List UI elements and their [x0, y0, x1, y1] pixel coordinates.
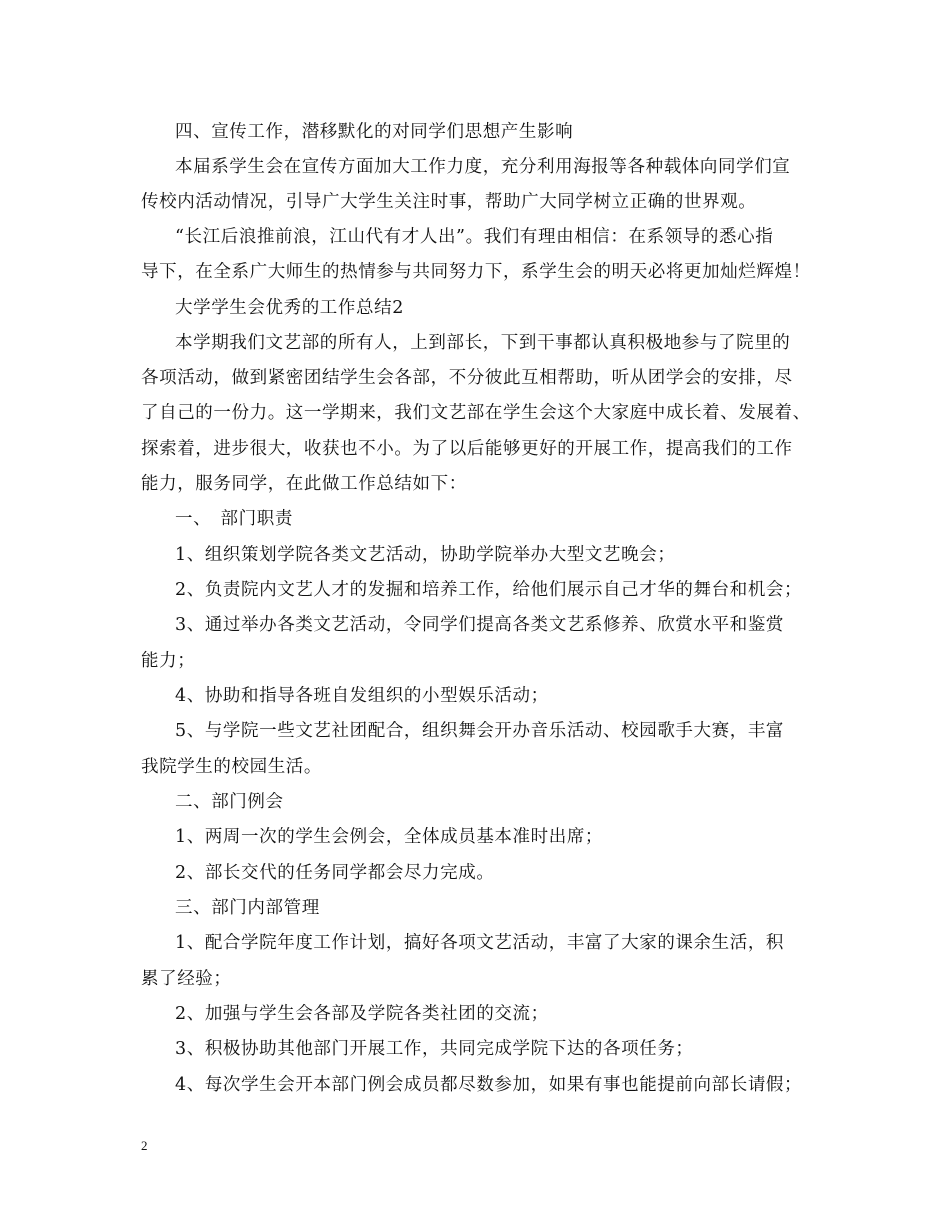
list-item: 1、配合学院年度工作计划，搞好各项文艺活动，丰富了大家的课余生活，积: [175, 933, 785, 953]
section-heading-duties: 一、 部门职责: [175, 509, 293, 529]
paragraph-line: “长江后浪推前浪，江山代有才人出”。我们有理由相信：在系领导的悉心指: [175, 227, 774, 247]
list-item-continuation: 累了经验；: [141, 969, 232, 989]
paragraph-line: 导下，在全系广大师生的热情参与共同努力下，系学生会的明天必将更加灿烂辉煌！: [141, 262, 811, 282]
list-item: 1、组织策划学院各类文艺活动，协助学院举办大型文艺晚会；: [175, 545, 676, 565]
list-item: 2、负责院内文艺人才的发掘和培养工作，给他们展示自己才华的舞台和机会；: [175, 580, 803, 600]
paragraph-line: 了自己的一份力。这一学期来，我们文艺部在学生会这个大家庭中成长着、发展着、: [141, 403, 811, 423]
paragraph-line: 本届系学生会在宣传方面加大工作力度，充分利用海报等各种载体向同学们宣: [175, 157, 791, 177]
list-item: 3、通过举办各类文艺活动，令同学们提高各类文艺系修养、欣赏水平和鉴赏: [175, 615, 785, 635]
page-number: 2: [141, 1138, 148, 1153]
section-heading-management: 三、部门内部管理: [175, 898, 320, 918]
list-item-continuation: 能力；: [141, 651, 196, 671]
list-item: 4、每次学生会开本部门例会成员都尽数参加，如果有事也能提前向部长请假；: [175, 1075, 803, 1095]
list-item: 5、与学院一些文艺社团配合，组织舞会开办音乐活动、校园歌手大赛，丰富: [175, 721, 785, 741]
list-item: 4、协助和指导各班自发组织的小型娱乐活动；: [175, 686, 549, 706]
article-title: 大学学生会优秀的工作总结2: [175, 298, 404, 318]
paragraph-line: 探索着，进步很大，收获也不小。为了以后能够更好的开展工作，提高我们的工作: [141, 439, 793, 459]
list-item: 2、部长交代的任务同学都会尽力完成。: [175, 863, 495, 883]
paragraph-line: 能力，服务同学，在此做工作总结如下：: [141, 474, 467, 494]
list-item-continuation: 我院学生的校园生活。: [141, 757, 322, 777]
paragraph-line: 各项活动，做到紧密团结学生会各部，不分彼此互相帮助，听从团学会的安排，尽: [141, 368, 793, 388]
section-heading-publicity: 四、宣传工作，潜移默化的对同学们思想产生影响: [175, 122, 574, 142]
paragraph-line: 本学期我们文艺部的所有人，上到部长，下到干事都认真积极地参与了院里的: [175, 333, 791, 353]
list-item: 3、积极协助其他部门开展工作，共同完成学院下达的各项任务；: [175, 1039, 694, 1059]
paragraph-line: 传校内活动情况，引导广大学生关注时事，帮助广大同学树立正确的世界观。: [141, 192, 757, 212]
section-heading-meetings: 二、部门例会: [175, 792, 284, 812]
list-item: 2、加强与学生会各部及学院各类社团的交流；: [175, 1004, 549, 1024]
list-item: 1、两周一次的学生会例会，全体成员基本准时出席；: [175, 827, 604, 847]
